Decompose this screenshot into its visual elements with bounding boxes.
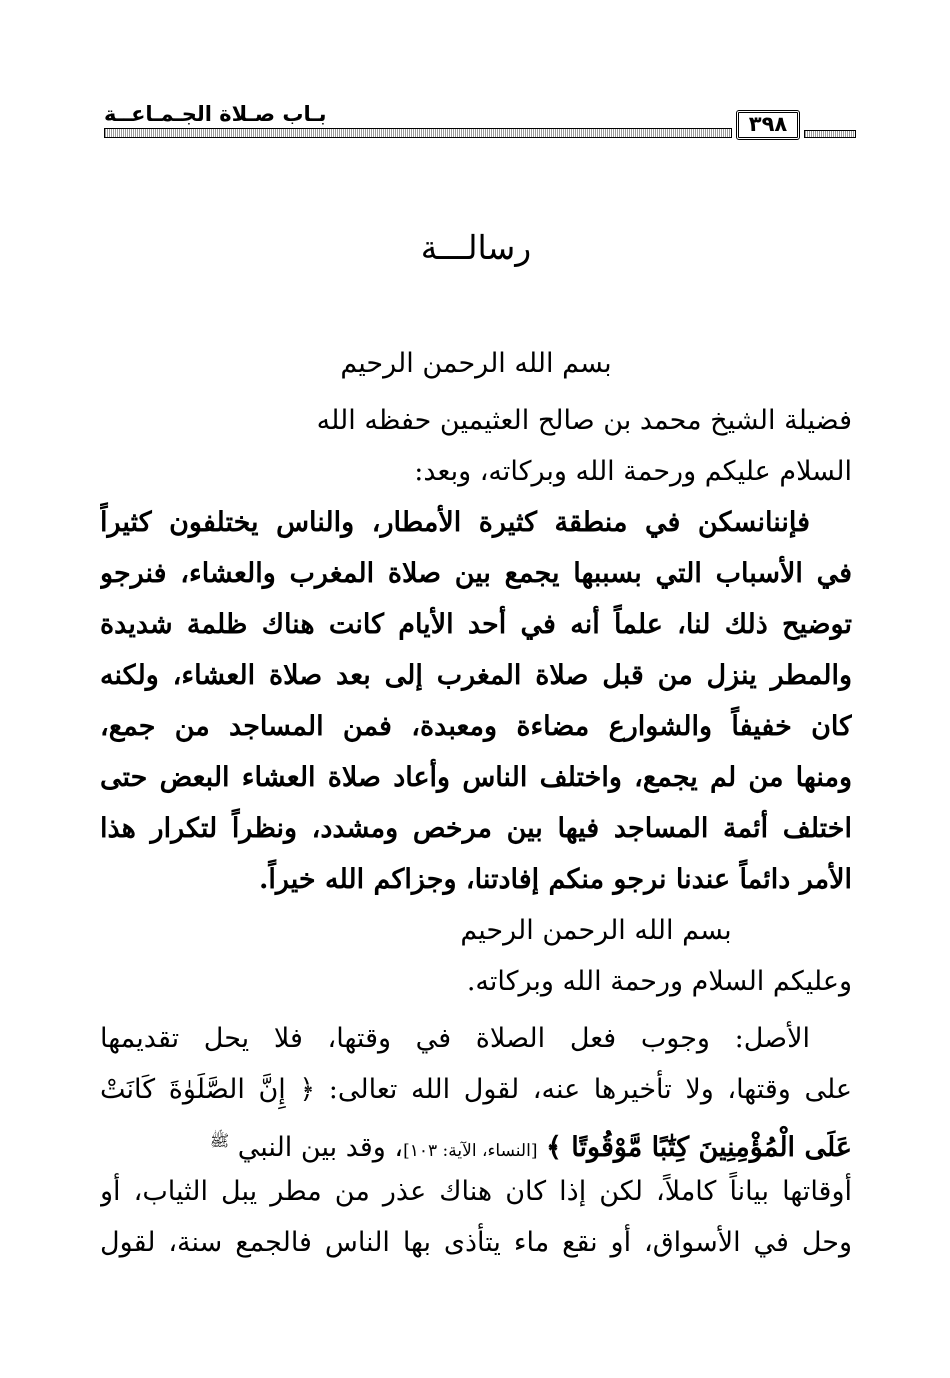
answer-line: الأصل: وجوب فعل الصلاة في وقتها، فلا يحل تقديمها (100, 1023, 810, 1054)
letter-basmala: بسم الله الرحمن الرحيم (340, 348, 612, 379)
question-line: في الأسباب التي بسببها يجمع بين صلاة المغرب والعشاء، فنرجو (100, 558, 852, 589)
verse-citation: [النساء، الآية: ١٠٣] (403, 1141, 538, 1161)
answer-text: ، وقد بين النبي (237, 1132, 404, 1163)
question-line: فإننانسكن في منطقة كثيرة الأمطار، والناس يختلفون كثيراً (100, 507, 810, 538)
answer-line: وحل في الأسواق، أو نقع ماء يتأذى بها الناس فالجمع سنة، لقول (100, 1227, 852, 1258)
answer-line: أوقاتها بياناً كاملاً، لكن إذا كان هناك عذر من مطر يبل الثياب، أو (100, 1176, 852, 1207)
answer-greeting: وعليكم السلام ورحمة الله وبركاته. (466, 966, 852, 997)
page-header (104, 100, 856, 150)
question-line: ومنها من لم يجمع، واختلف الناس وأعاد صلاة العشاء البعض حتى (100, 762, 852, 793)
honorific-symbol: ﷺ (209, 1131, 230, 1150)
question-line: اختلف أئمة المساجد فيها بين مرخص ومشدد، ونظراً لتكرار هذا (100, 813, 852, 844)
question-line: كان خفيفاً والشوارع مضاءة ومعبدة، فمن المساجد من جمع، (100, 711, 852, 742)
question-line: والمطر ينزل من قبل صلاة المغرب إلى بعد صلاة العشاء، ولكنه (100, 660, 852, 691)
letter-title: رسالـــة (420, 228, 532, 267)
answer-basmala: بسم الله الرحمن الرحيم (460, 915, 732, 946)
header-rule-end (804, 130, 856, 138)
letter-addressee: فضيلة الشيخ محمد بن صالح العثيمين حفظه الله (316, 405, 852, 436)
letter-greeting: السلام عليكم ورحمة الله وبركاته، وبعد: (414, 456, 852, 487)
question-line: توضيح ذلك لنا، علماً أنه في أحد الأيام كانت هناك ظلمة شديدة (100, 609, 852, 640)
question-line: الأمر دائماً عندنا نرجو منكم إفادتنا، وجزاكم الله خيراً. (258, 864, 852, 895)
running-title: بـاب صـلاة الجـمـاعــة (104, 102, 327, 126)
header-rule (104, 128, 732, 138)
answer-line: على وقتها، ولا تأخيرها عنه، لقول الله تعالى: ﴿ إِنَّ الصَّلَوٰةَ كَانَتْ (100, 1074, 852, 1105)
page-body (100, 218, 852, 1268)
answer-line-verse (100, 1115, 852, 1166)
quran-verse: عَلَى الْمُؤْمِنِينَ كِتَٰبًا مَّوْقُوتًا ﴾ (546, 1132, 852, 1163)
page-number: ٣٩٨ (736, 110, 800, 140)
